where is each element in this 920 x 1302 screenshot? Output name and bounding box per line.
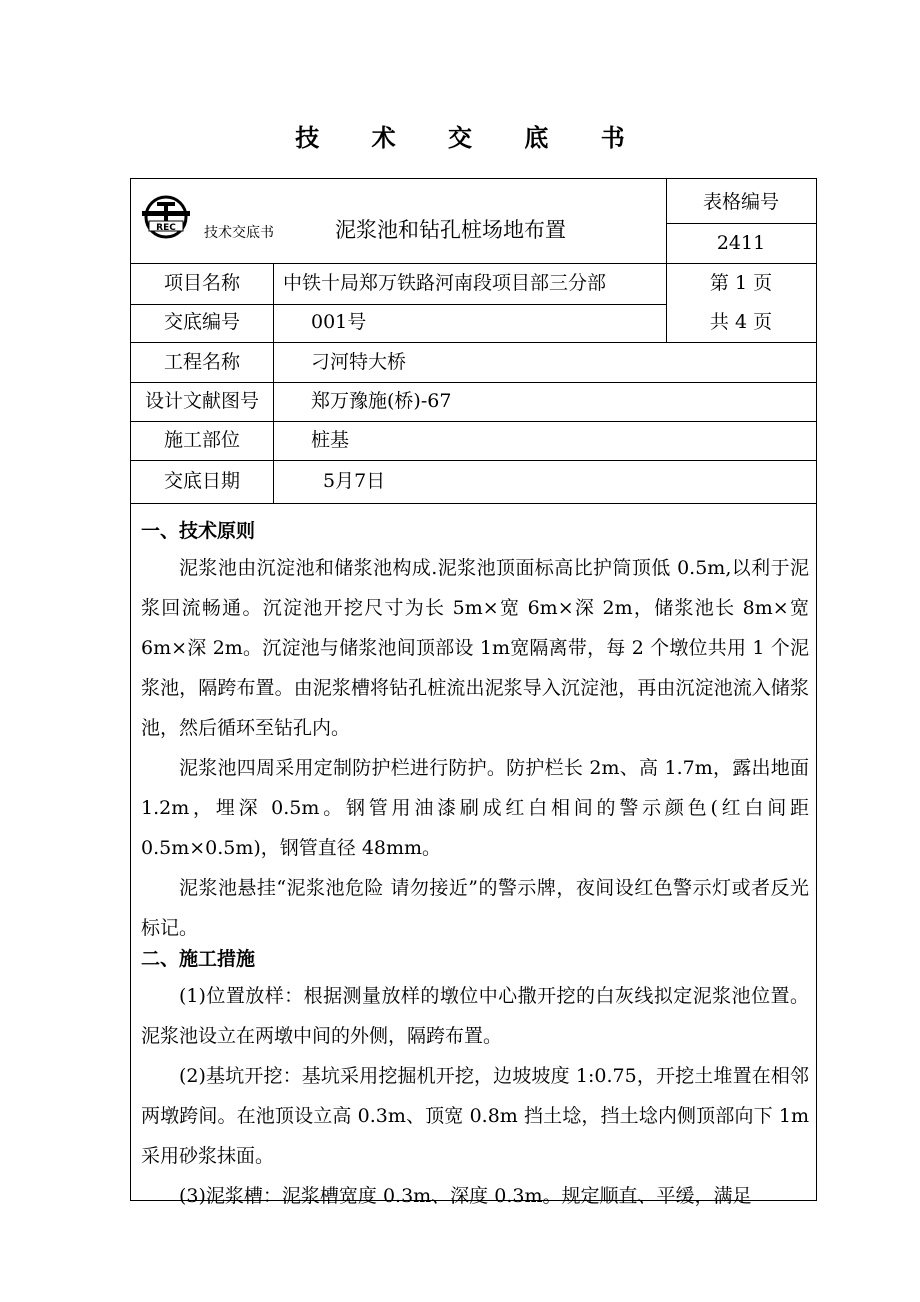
row-divider <box>666 223 816 224</box>
handover-subject: 泥浆池和钻孔桩场地布置 <box>335 218 566 242</box>
construction-part-value: 桩基 <box>311 429 350 451</box>
handover-date-label: 交底日期 <box>163 470 240 492</box>
section-heading-measures: 二、施工措施 <box>141 948 256 970</box>
construction-part-label: 施工部位 <box>163 429 240 451</box>
paragraph: 泥浆池由沉淀池和储浆池构成.泥浆池顶面标高比护筒顶低 0.5m,以利于泥浆回流畅通。沉淀池开挖尺寸为长 5m×宽 6m×深 2m，储浆池长 8m×宽 6m×深 2m。沉淀池与储浆池间顶部设 1m宽隔离带，每 2 个墩位共用 1 个泥浆池，隔跨布置。由泥浆槽将钻孔桩流出泥浆导入沉淀池，再由沉淀池流入储浆池，然后循环至钻孔内。 <box>141 557 809 739</box>
row-divider <box>131 342 816 343</box>
form-type-label: 技术交底书 <box>204 225 274 241</box>
engineering-name-value: 刁河特大桥 <box>311 351 407 373</box>
paragraph: 泥浆池四周采用定制防护栏进行防护。防护栏长 2m、高 1.7m，露出地面 1.2m，埋深 0.5m。钢管用油漆刷成红白相间的警示颜色(红白间距 0.5m×0.5m)，钢管直径 48mm。 <box>141 757 809 859</box>
document-title: 技 术 交 底 书 <box>295 123 647 152</box>
paragraph: (3)泥浆槽：泥浆槽宽度 0.3m、深度 0.3m。规定顺直、平缓，满足 <box>179 1185 752 1207</box>
col-divider <box>273 263 274 503</box>
row-divider <box>131 304 666 305</box>
handover-date-value: 5月7日 <box>323 470 386 492</box>
principles-body <box>141 548 809 948</box>
engineering-name-label: 工程名称 <box>163 351 240 373</box>
paragraph: (1)位置放样：根据测量放样的墩位中心撒开挖的白灰线拟定泥浆池位置。泥浆池设立在两墩中间的外侧，隔跨布置。 <box>141 985 809 1047</box>
project-name-label: 项目名称 <box>163 272 240 294</box>
design-doc-value: 郑万豫施(桥)-67 <box>311 390 452 412</box>
form-number-label: 表格编号 <box>702 191 779 213</box>
row-divider <box>131 421 816 422</box>
row-divider <box>131 503 816 504</box>
row-divider <box>131 460 816 461</box>
paragraph: (2)基坑开挖：基坑采用挖掘机开挖，边坡坡度 1:0.75，开挖土堆置在相邻两墩跨间。在池顶设立高 0.3m、顶宽 0.8m 挡土埝，挡土埝内侧顶部向下 1m 采用砂浆抹面。 <box>141 1065 809 1167</box>
paragraph: 泥浆池悬挂“泥浆池危险 请勿接近”的警示牌，夜间设红色警示灯或者反光标记。 <box>141 877 809 939</box>
row-divider <box>666 263 816 264</box>
row-divider <box>131 263 666 264</box>
logo-text: REC <box>156 223 176 233</box>
company-logo <box>139 195 193 243</box>
handover-form <box>130 178 817 1207</box>
page-current: 第 1 页 <box>709 272 773 294</box>
handover-number-label: 交底编号 <box>163 311 240 333</box>
page-total: 共 4 页 <box>709 311 773 333</box>
measures-body <box>141 976 809 1216</box>
project-name-value: 中铁十局郑万铁路河南段项目部三分部 <box>283 272 607 294</box>
handover-number-value: 001号 <box>311 311 367 333</box>
section-heading-principles: 一、技术原则 <box>141 520 256 542</box>
form-number-value: 2411 <box>716 232 766 254</box>
design-doc-label: 设计文献图号 <box>144 390 259 412</box>
row-divider <box>131 382 816 383</box>
